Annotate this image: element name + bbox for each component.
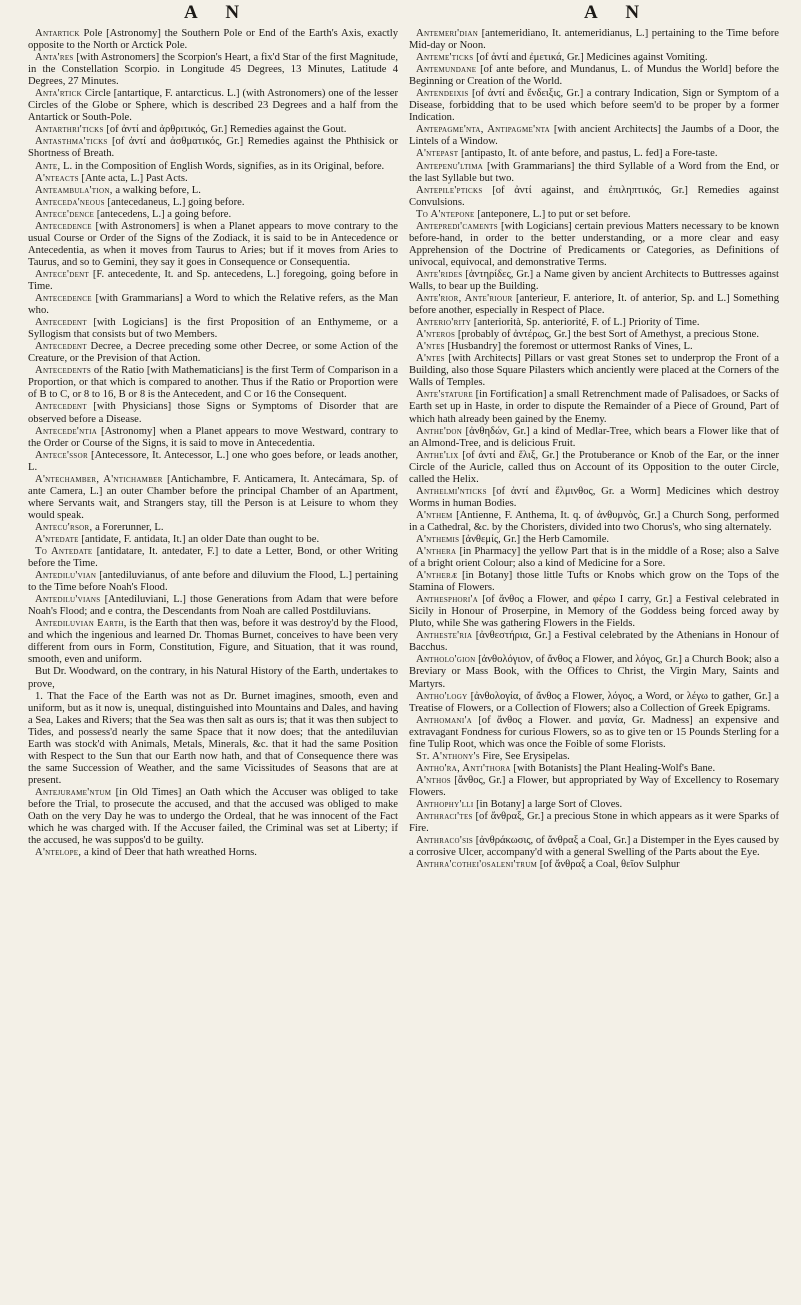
- entry-headword: A'nthem: [416, 509, 453, 521]
- dictionary-entry: [409, 389, 779, 425]
- dictionary-entry: [28, 787, 398, 847]
- dictionary-entry: [409, 52, 779, 64]
- dictionary-entry: [409, 570, 779, 594]
- entry-headword: Anthesphori'a: [416, 594, 479, 606]
- entry-headword: A'ntedate: [35, 533, 79, 545]
- entry-headword: Antecedents: [35, 365, 92, 377]
- dictionary-entry: [409, 124, 779, 148]
- entry-headword: Antemundane: [416, 64, 477, 76]
- entry-headword: Antho'logy: [416, 690, 468, 702]
- dictionary-entry: [409, 329, 779, 341]
- entry-definition: a walking before, L.: [112, 184, 201, 196]
- dictionary-entry: [28, 136, 398, 160]
- entry-definition: [of ἀντί and ἔνδειξις, Gr.] a contrary Indication, Sign or Symptom of a Disease, forbidding that to be used which before seem'd to be proper by a former Indication.: [409, 88, 779, 124]
- dictionary-entry: [28, 426, 398, 450]
- entry-definition: [ἀνθολογία, of ἄνθος a Flower, λόγος, a Word, or λέγω to gather, Gr.] a Treatise of Flowers, or a Collection of Flowers; also a Collection of Greek Epigrams.: [409, 690, 779, 714]
- entry-definition: [ἀντηρίδες, Gr.] a Name given by ancient Architects to Buttresses against Walls, to bear up the Building.: [409, 268, 779, 292]
- entry-headword: Anthophy'lli: [416, 799, 474, 810]
- entry-definition: [in Botany] those little Tufts or Knobs which grow on the Tops of the Stamina of Flowers.: [409, 570, 779, 594]
- entry-headword: A'nteacts: [35, 172, 79, 184]
- entry-headword: To A'ntepone: [416, 208, 475, 220]
- entry-headword: Antecedent: [35, 317, 87, 329]
- entry-definition: [anteponere, L.] to put or set before.: [474, 208, 631, 220]
- entry-definition: [antecedens, L.] a going before.: [94, 208, 232, 220]
- entry-headword: Antece'dent: [35, 268, 90, 280]
- dictionary-entry: [409, 775, 779, 799]
- dictionary-entry: [28, 341, 398, 365]
- entry-definition: [with Astronomers] is when a Planet appears to move contrary to the usual Course or Order of the Signs of the Zodiack, it is said to be in Antecedence or Antecedentia, as when it moves from Taurus to Aries; but if it moves from Aries to Taurus, and so to Gemini, they say it goes in Consequence or Consequentia.: [28, 220, 398, 268]
- entry-headword: A'ntelope,: [35, 847, 82, 859]
- dictionary-entry: [409, 64, 779, 88]
- entry-headword: Antasthma'ticks: [35, 136, 108, 148]
- entry-headword: Anthraci'tes: [416, 811, 473, 823]
- entry-headword: Anteceda'neous: [35, 196, 105, 208]
- dictionary-entry: [28, 269, 398, 293]
- entry-headword: Antecedence: [35, 293, 92, 305]
- entry-definition: [in Fortification] a small Retrenchment made of Palisadoes, or Sacks of Earth set up in Haste, in order to dispute the Remainder of a Piece of Ground, Part of which hath already been gained by the Enemy.: [409, 389, 779, 425]
- entry-definition: [of ἀντί and ἕλιξ, Gr.] the Protuberance or Knob of the Ear, or the inner Circle of the Auricle, called thus on Account of its Opposition to the outer Circle, called the Helix.: [409, 449, 779, 485]
- entry-headword: Anthomani'a: [416, 714, 473, 726]
- entry-definition: But Dr. Woodward, on the contrary, in his Natural History of the Earth, undertakes to prove,: [28, 666, 398, 690]
- dictionary-entry: [28, 474, 398, 522]
- dictionary-entry: [28, 450, 398, 474]
- entry-definition: [antediluvianus, of ante before and diluvium the Flood, L.] pertaining to the Time before Noah's Flood.: [28, 570, 398, 594]
- entry-definition: [of ante before, and Mundanus, L. of Mundus the World] before the Beginning or Creation of the World.: [409, 64, 779, 88]
- entry-definition: [antidate, F. antidata, It.] an older Date than ought to be.: [78, 533, 320, 545]
- entry-definition: Decree, a Decree preceding some other Decree, or some Action of the Creature, or the Prevision of that Action.: [28, 341, 398, 365]
- dictionary-entry: [409, 510, 779, 534]
- entry-headword: A'nteros: [416, 329, 456, 341]
- entry-headword: Anthra'cothei'osaleni'trum: [416, 859, 538, 871]
- dictionary-entry: [409, 715, 779, 751]
- entry-headword: A'ntes: [416, 341, 445, 353]
- entry-headword: Ante'stature: [416, 389, 473, 401]
- dictionary-entry: [28, 546, 398, 570]
- entry-definition: [antemeridiano, It. antemeridianus, L.] pertaining to the Time before Mid-day or Noon.: [409, 28, 779, 52]
- dictionary-entry: [409, 161, 779, 185]
- entry-headword: Antartick: [35, 28, 80, 39]
- dictionary-entry: [28, 691, 398, 787]
- dictionary-entry: [409, 630, 779, 654]
- entry-headword: Antendeixis: [416, 88, 469, 100]
- dictionary-entry: [28, 293, 398, 317]
- entry-headword: Anteambula'tion,: [35, 184, 113, 196]
- entry-headword: Anta'res: [35, 52, 74, 64]
- entry-headword: A'ntechamber, A'ntichamber: [35, 473, 163, 485]
- dictionary-entry: [409, 594, 779, 630]
- entry-definition: [anteriorità, Sp. anteriorité, F. of L.] Priority of Time.: [471, 317, 700, 329]
- dictionary-entry: [409, 317, 779, 329]
- entry-definition: [with Grammarians] the third Syllable of a Word from the End, or the last Syllable but two.: [409, 160, 779, 184]
- entry-headword: Antholo'gion: [416, 654, 476, 666]
- dictionary-entry: [28, 173, 398, 185]
- dictionary-entry: [409, 859, 779, 871]
- entry-definition: [ἀνθολόγιον, of ἄνθος a Flower, and λόγος, Gr.] a Church Book; also a Breviary or Mass Book, with the Offices to Christ, the Virgin Mary, Saints and Martyrs.: [409, 654, 779, 690]
- entry-definition: [with Architects] Pillars or vast great Stones set to underprop the Front of a Building, also those Square Pilasters which anciently were placed at the Corners of the Walls of Temples.: [409, 353, 779, 389]
- dictionary-entry: [28, 618, 398, 666]
- dictionary-entry: [409, 426, 779, 450]
- dictionary-entry: [28, 534, 398, 546]
- entry-definition: [ἀνθηδών, Gr.] a kind of Medlar-Tree, which bears a Flower like that of an Almond-Tree, and is delicious Fruit.: [409, 425, 779, 449]
- entry-definition: [ἀνθεμίς, Gr.] the Herb Camomile.: [459, 533, 610, 545]
- entry-definition: a Forerunner, L.: [92, 521, 164, 533]
- entry-headword: To Antedate: [35, 546, 93, 558]
- entry-definition: [with Botanists] the Plant Healing-Wolf's Bane.: [510, 762, 716, 774]
- dictionary-entry: [28, 401, 398, 425]
- dictionary-entry: [409, 209, 779, 221]
- entry-definition: [antidatare, It. antedater, F.] to date a Letter, Bond, or other Writing before the Time.: [28, 546, 398, 570]
- entry-definition: [Antecessore, It. Antecessor, L.] one who goes before, or leads another, L.: [28, 449, 398, 473]
- entry-headword: Ante,: [35, 160, 61, 172]
- entry-headword: A'ntes: [416, 353, 445, 365]
- dictionary-entry: [28, 847, 398, 859]
- entry-definition: [probably of ἀντέρως, Gr.] the best Sort of Amethyst, a precious Stone.: [455, 329, 760, 341]
- dictionary-entry: [409, 88, 779, 124]
- entry-headword: Antecedent: [35, 341, 87, 353]
- entry-headword: Antedilu'vian: [35, 570, 97, 582]
- entry-headword: Antecede'ntia: [35, 425, 98, 437]
- entry-headword: Ante'rior, Ante'riour: [416, 293, 513, 305]
- entry-definition: [with Logicians] is the first Proposition of an Enthymeme, or a Syllogism that consists but of two Members.: [28, 317, 398, 341]
- dictionary-entry: [28, 52, 398, 88]
- entry-definition: [with Physicians] those Signs or Symptoms of Disorder that are observed before a Disease.: [28, 401, 398, 425]
- dictionary-entry: [409, 799, 779, 811]
- entry-headword: Antecedent: [35, 401, 87, 413]
- entry-headword: Antepile'pticks: [416, 184, 483, 196]
- dictionary-entry: [28, 221, 398, 269]
- entry-definition: [of ἀντί and ἐμετικά, Gr.] Medicines against Vomiting.: [473, 52, 708, 64]
- entry-definition: [with Astronomers] the Scorpion's Heart, a fix'd Star of the first Magnitude, in the Constellation Scorpio. in Longitude 45 Degrees, 13 Minutes, Latitude 4 Degrees, 27 Minutes.: [28, 52, 398, 88]
- entry-headword: A'nthos: [416, 774, 451, 786]
- entry-headword: St. A'nthony's: [416, 750, 480, 762]
- dictionary-entry: [28, 594, 398, 618]
- entry-definition: [Antediluviani, L.] those Generations from Adam that were before Noah's Flood; and e contra, the Descendants from Noah are called Postdiluvians.: [28, 594, 398, 618]
- entry-headword: Antarthri'ticks: [35, 124, 104, 136]
- dictionary-entry: [409, 691, 779, 715]
- entry-definition: [Antienne, F. Anthema, It. q. of ἀνθυμνὸς, Gr.] a Church Song, performed in a Cathedral, &c. by the Choristers, divided into two Chorus's, who sing alternately.: [409, 509, 779, 533]
- entry-definition: [antecedaneus, L.] going before.: [104, 196, 245, 208]
- entry-headword: Antepredi'caments: [416, 220, 498, 232]
- entry-headword: Anterio'rity: [416, 317, 472, 329]
- entry-definition: [Husbandry] the foremost or uttermost Ranks of Vines, L.: [444, 341, 693, 353]
- dictionary-entry: [28, 124, 398, 136]
- dictionary-entry: [28, 365, 398, 401]
- entry-definition: [of ἀντί and ἀρθριτικός, Gr.] Remedies against the Gout.: [103, 124, 347, 136]
- dictionary-entry: [28, 317, 398, 341]
- entry-definition: Pole [Astronomy] the Southern Pole or End of the Earth's Axis, exactly opposite to the North or Arctick Pole.: [28, 28, 398, 52]
- entry-definition: [of ἄνθραξ, Gr.] a precious Stone in which appears as it were Sparks of Fire.: [409, 811, 779, 835]
- dictionary-entry: [409, 269, 779, 293]
- dictionary-entry: [409, 534, 779, 546]
- entry-headword: Antemeri'dian: [416, 28, 479, 39]
- entry-definition: [ἀνθεστήρια, Gr.] a Festival celebrated by the Athenians in Honour of Bacchus.: [409, 630, 779, 654]
- entry-headword: A'nthemis: [416, 533, 460, 545]
- entry-headword: Antheste'ria: [416, 630, 473, 642]
- entry-definition: [with ancient Architects] the Jaumbs of a Door, the Lintels of a Window.: [409, 124, 779, 148]
- dictionary-entry: [28, 570, 398, 594]
- entry-definition: [Antichambre, F. Anticamera, It. Antecámara, Sp. of ante Camera, L.] an outer Chamber before the principal Chamber of an Apartment, where Servants wait, and Strangers stay, till the Person is at Leisure to whom they would speak.: [28, 473, 398, 521]
- entry-definition: [with Grammarians] a Word to which the Relative refers, as the Man who.: [28, 293, 398, 317]
- entry-definition: [Ante acta, L.] Past Acts.: [78, 172, 188, 184]
- dictionary-entry: [28, 197, 398, 209]
- entry-headword: A'ntheræ: [416, 570, 458, 582]
- right-page-heading: A N: [584, 2, 652, 23]
- dictionary-entry: [409, 185, 779, 209]
- dictionary-entry: [28, 666, 398, 690]
- dictionary-entry: [409, 341, 779, 353]
- dictionary-entry: [409, 148, 779, 160]
- entry-headword: Antediluvian Earth,: [35, 618, 127, 630]
- entry-definition: [ἀνθράκωσις, of ἄνθραξ a Coal, Gr.] a Distemper in the Eyes caused by a corrosive Ulcer, accompany'd with a general Swelling of the Parts about the Eye.: [409, 835, 779, 859]
- left-page-heading: A N: [184, 2, 252, 23]
- dictionary-entry: [409, 28, 779, 52]
- entry-definition: [of ἄνθος a Flower, and φέρω I carry, Gr.] a Festival celebrated in Sicily in Honour of Proserpine, in Memory of the Goddess being forced away by Pluto, while She was gathering Flowers in the Fields.: [409, 594, 779, 630]
- entry-definition: Fire, See Erysipelas.: [480, 750, 570, 762]
- entry-headword: A'ntepast: [416, 148, 459, 160]
- entry-headword: Anthe'lix: [416, 449, 459, 461]
- dictionary-entry: [28, 209, 398, 221]
- entry-headword: Antecedence: [35, 220, 92, 232]
- entry-definition: [Astronomy] when a Planet appears to move Westward, contrary to the Order or Course of the Signs, it is said to move in Antecedentia.: [28, 425, 398, 449]
- dictionary-entry: [409, 546, 779, 570]
- dictionary-entry: [28, 185, 398, 197]
- entry-definition: [of ἄνθος a Flower. and μανία, Gr. Madness] an expensive and extravagant Fondness for curious Flowers, so as to give ten or 15 Pounds Sterling for a fine Tulip Root, which was once the Foible of some Florists.: [409, 714, 779, 750]
- entry-headword: Antedilu'vians: [35, 594, 101, 606]
- entry-headword: Antecu'rsor,: [35, 521, 93, 533]
- dictionary-entry: [409, 293, 779, 317]
- entry-headword: Ante'rides: [416, 268, 463, 280]
- entry-definition: [ἄνθος, Gr.] a Flower, but appropriated by Way of Excellency to Rosemary Flowers.: [409, 774, 779, 798]
- entry-headword: Antepagme'nta, Antipagme'nta: [416, 124, 551, 136]
- entry-definition: [F. antecedente, It. and Sp. antecedens, L.] foregoing, going before in Time.: [28, 268, 398, 292]
- entry-headword: Antece'dence: [35, 208, 95, 220]
- entry-definition: [of ἄνθραξ a Coal, θεῖον Sulphur: [537, 859, 680, 871]
- left-column: [28, 28, 398, 1300]
- dictionary-entry: [409, 811, 779, 835]
- entry-definition: [with Logicians] certain previous Matters necessary to be known before-hand, in order to the better understanding, or a more clear and easy Apprehension of the Doctrine of Predicaments or Categories, as Definitions of univocal, equivocal, and demonstrative Terms.: [409, 220, 779, 268]
- dictionary-entry: [28, 161, 398, 173]
- dictionary-entry: [28, 28, 398, 52]
- dictionary-entry: [28, 522, 398, 534]
- dictionary-entry: [409, 654, 779, 690]
- right-column: [409, 28, 779, 1300]
- entry-definition: [of ἀντί and ἀσθματικός, Gr.] Remedies against the Phthisick or Shortness of Breath.: [28, 136, 398, 160]
- entry-definition: a kind of Deer that hath wreathed Horns.: [81, 847, 257, 859]
- dictionary-entry: [28, 88, 398, 124]
- entry-headword: Anthraco'sis: [416, 835, 474, 847]
- entry-definition: of the Ratio [with Mathematicians] is the first Term of Comparison in a Proportion, or that which is compared to another. Thus if the Ratio or Proportion were of B to C, or 8 to 16, B or 8 is the Antecedent, and C or 16 the Consequent.: [28, 365, 398, 401]
- dictionary-entry: [409, 763, 779, 775]
- entry-headword: Anthelmi'nticks: [416, 485, 487, 497]
- entry-definition: [in Pharmacy] the yellow Part that is in the middle of a Rose; also a Salve of a bright orient Colour; also a kind of Medicine for a Sore.: [409, 546, 779, 570]
- entry-definition: 1. That the Face of the Earth was not as Dr. Burnet imagines, smooth, even and uniform, but as it now is, unequal, distinguished into Mountains and Dales, and having a Sea, Lakes and Rivers; that the Sea was then salt as ours is; that it was then subject to Tides, and possess'd nearly the same Space that it now does; that the antediluvian Earth was stock'd with Animals, Metals, Minerals, &c. that it had the same Position with Respect to the Sun that our Earth now hath, and that of Consequence there was the same Succession of Weather, and the same Vicissitudes of Seasons that are at present.: [28, 690, 398, 786]
- entry-headword: Antece'ssor: [35, 449, 88, 461]
- dictionary-entry: [409, 353, 779, 389]
- dictionary-entry: [409, 751, 779, 763]
- entry-definition: [antipasto, It. of ante before, and pastus, L. fed] a Fore-taste.: [458, 148, 718, 160]
- entry-headword: A'nthera: [416, 546, 457, 558]
- entry-headword: Antejurame'ntum: [35, 786, 112, 798]
- dictionary-entry: [409, 221, 779, 269]
- entry-definition: L. in the Composition of English Words, signifies, as in its Original, before.: [60, 160, 385, 172]
- entry-headword: Antho'ra, Anti'thora: [416, 762, 511, 774]
- entry-headword: Anthe'don: [416, 425, 463, 437]
- dictionary-entry: [409, 486, 779, 510]
- entry-headword: Anta'rtick: [35, 88, 82, 100]
- dictionary-entry: [409, 450, 779, 486]
- entry-definition: [in Old Times] an Oath which the Accuser was obliged to take before the Trial, to prosecute the accused, and that the accused was obliged to make Oath on the very Day he was to undergo the Ordeal, that he was innocent of the Fact which he was charged with. If the Accuser failed, the Criminal was set at Liberty; if the accused, he was suppos'd to be guilty.: [28, 786, 398, 847]
- dictionary-entry: [409, 835, 779, 859]
- entry-definition: [in Botany] a large Sort of Cloves.: [473, 799, 623, 810]
- entry-definition: Circle [antartique, F. antarcticus. L.] (with Astronomers) one of the lesser Circles of the Globe or Sphere, which is described 23 Degrees and a half from the Antartick or South-Pole.: [28, 88, 398, 124]
- entry-headword: Antepenu'ltima: [416, 160, 484, 172]
- entry-definition: is the Earth that then was, before it was destroy'd by the Flood, and which the ingenious and learned Dr. Thomas Burnet, conceives to have been very different from ours in Form, Constitution, Figure, and Situation, that it was round, smooth, even and uniform.: [28, 618, 398, 666]
- entry-definition: [of ἀντί and ἕλμινθος, Gr. a Worm] Medicines which destroy Worms in human Bodies.: [409, 485, 779, 509]
- entry-definition: [of ἀντί against, and ἐπιληπτικός, Gr.] Remedies against Convulsions.: [409, 184, 779, 208]
- entry-definition: [anterieur, F. anteriore, It. of anterior, Sp. and L.] Something before another, especially in Respect of Place.: [409, 293, 779, 317]
- entry-headword: Anteme'ticks: [416, 52, 474, 64]
